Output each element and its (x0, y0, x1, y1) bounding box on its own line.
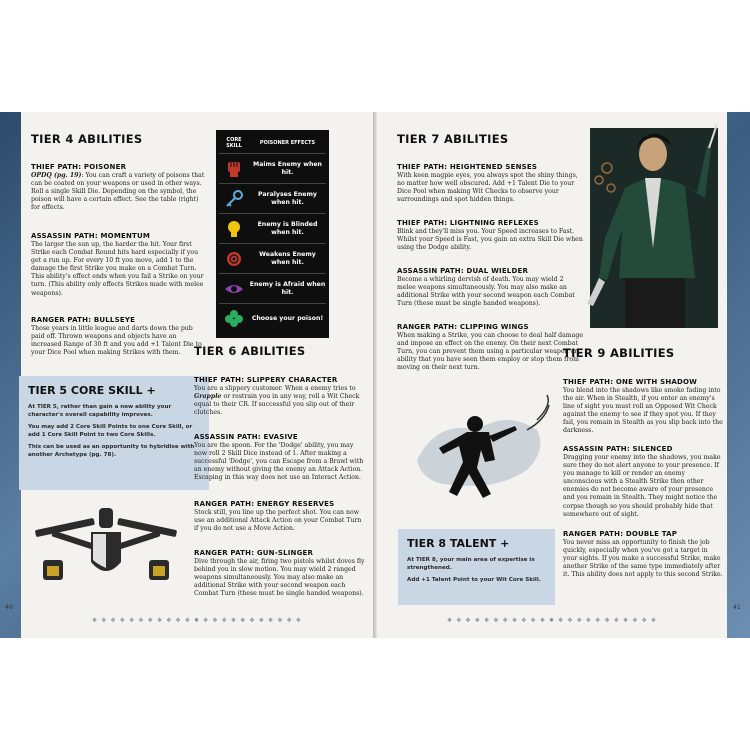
tier9-thief-block (563, 378, 723, 436)
tier4-thief-ref: OPDQ (pg. 19) (31, 172, 82, 179)
tier4-assassin-text: The larger the sun up, the harder the hit. Your first Strike each Combat Round hits hard especially if you get a run up. For every 10 ft you move, add 1 to the damage the first Strike you make on a Combat Turn. This ability's effect ends when you fail a Strike on your turn. (This ability only effects Strikes made with melee weapons). (31, 241, 204, 297)
poison-effect-text: Maims Enemy when hit. (253, 161, 322, 176)
poison-effect-text: Choose your poison! (251, 314, 324, 322)
footer-ornament-left: ❖ ❖ ❖ ❖ ❖ ❖ ❖ ❖ ❖ ❖ ❖ ✸ ❖ ❖ ❖ ❖ ❖ ❖ ❖ ❖ ❖ ❖ ❖ (91, 616, 303, 624)
tier5-box (19, 376, 209, 490)
poison-effect-text: Paralyses Enemy when hit. (258, 191, 317, 206)
lightbulb-icon (221, 216, 247, 242)
tier5-p2: You may add 2 Core Skill Points to one Core Skill, or add 1 Core Skill Point to two Core Skills. (28, 424, 193, 438)
poison-effect-text: Enemy is Blinded when hit. (257, 221, 318, 236)
tier7-thief-text: With keen magpie eyes, you always spot the shiny things, no matter how well obscured. Add +1 Talent Die to your Dice Pool when making Wit Checks to observe your surroundings and spot hidden things. (397, 172, 578, 204)
tier4-assassin-block (31, 232, 207, 298)
tier6-heading: TIER 6 ABILITIES (194, 344, 306, 358)
tier5-title: TIER 5 CORE SKILL + (28, 384, 156, 397)
tier7-ranger-block (397, 323, 583, 372)
tier9-ranger-text: You never miss an opportunity to finish the job quickly, especially when you've got a target in your sights. If you make a successful Strike, make another Strike of the same type immediately after it. This ability does not apply to this second Strike. (563, 539, 723, 579)
left-page (5, 112, 373, 638)
tier7-assassin-title: ASSASSIN PATH: DUAL WIELDER (397, 267, 529, 275)
tier9-assassin-block (563, 445, 723, 519)
poisoner-table (216, 130, 329, 338)
tier4-thief-block (31, 163, 207, 212)
table-row (219, 273, 326, 303)
tier6-thief-text1: You are a slippery customer. When a enemy tries to (194, 385, 356, 392)
crest-illustration (31, 498, 181, 594)
rose-icon (221, 246, 247, 272)
tier9-ranger-title: RANGER PATH: DOUBLE TAP (563, 530, 678, 538)
tier6-ranger1-title: RANGER PATH: ENERGY RESERVES (194, 500, 335, 508)
thief-silhouette-illustration (397, 390, 557, 508)
tier6-ranger1-text: Stock still, you line up the perfect shot. You can now use an additional Attack Action on your Combat Turn if you do not use a Move Action. (194, 509, 362, 533)
tier9-thief-text: You blend into the shadows like smoke fading into the air. When in Stealth, if you enter an enemy's line of sight you must roll an Opposed Wit Check against the enemy to see if they spot you. If they fail, you remain in Stealth as you slip back into the darkness. (563, 387, 723, 435)
tier6-assassin-text: You are the spoon. For the 'Dodge' ability, you may now roll 2 Skill Dice instead of 1. After making a successful 'Dodge', you can Escape from a Brawl with an enemy without giving the enemy an Attack Action. Escaping in this way does not use an Interact Action. (194, 442, 364, 482)
key-icon (221, 186, 247, 212)
tier9-assassin-title: ASSASSIN PATH: SILENCED (563, 445, 673, 453)
page-number-left: 40 (5, 604, 13, 611)
thief-character-illustration (585, 128, 725, 328)
table-col-core-skill: CORE SKILL (226, 137, 242, 149)
tier7-ranger-title: RANGER PATH: CLIPPING WINGS (397, 323, 529, 331)
clover-icon (221, 306, 247, 332)
right-page (377, 112, 741, 638)
poison-effect-text: Weakens Enemy when hit. (259, 251, 316, 266)
table-col-poisoner-effects: POISONER EFFECTS (259, 140, 316, 146)
footer-ornament-right: ❖ ❖ ❖ ❖ ❖ ❖ ❖ ❖ ❖ ❖ ❖ ✸ ❖ ❖ ❖ ❖ ❖ ❖ ❖ ❖ ❖ ❖ ❖ (446, 616, 658, 624)
tier8-p1: At TIER 8, your main area of expertise is strengthened. (407, 557, 535, 571)
poisoner-table-header (219, 133, 326, 153)
tier6-thief-grapple: Grapple (194, 393, 222, 401)
tier7-assassin-block (397, 267, 583, 308)
tier9-heading: TIER 9 ABILITIES (563, 346, 675, 360)
tier7-thief2-title: THIEF PATH: LIGHTNING REFLEXES (397, 219, 539, 227)
table-row (219, 153, 326, 183)
tier7-thief-block (397, 163, 583, 204)
tier7-ranger-text: When making a Strike, you can choose to deal half damage and impose an effect on the enemy. On their next Combat Turn, you can prevent them using a particular weapon or ability that you have seen them employ or stop them from moving on their next turn. (397, 332, 583, 372)
table-row (219, 303, 326, 333)
tier6-ranger1-block (194, 500, 366, 533)
tier9-ranger-block (563, 530, 723, 579)
tier9-thief-title: THIEF PATH: ONE WITH SHADOW (563, 378, 698, 386)
tier5-p3: This can be used as an opportunity to hybridise with another Archetype (pg. 78). (28, 444, 195, 458)
tier8-box (398, 529, 555, 605)
tier6-ranger2-text: Dive through the air, firing two pistols whilst doves fly behind you in slow motion. You may wield 2 ranged weapons simultaneously. You may also make an additional Strike with your second weapon each Combat Turn (these must be single handed weapons). (194, 558, 365, 598)
tier7-thief2-text: Blink and they'll miss you. Your Speed increases to Fast. Whilst your Speed is Fast, you gain an extra Skill Die when using the Dodge ability. (397, 228, 583, 252)
tier9-assassin-text: Dragging your enemy into the shadows, you make sure they do not alert anyone to your presence. If you manage to kill or render an enemy unconscious with a Stealth Strike then other enemies do not become aware of your presence and you remain in Stealth. They might notice the corpse though so you should probably hide that somewhere out of sight. (563, 454, 721, 518)
tier4-thief-text: : You can craft a variety of poisons that can be coated on your weapons or used in other ways. Roll a single Skill Die. Depending on the symbol, the poison will have a certain effect. See the table (right) for effects. (31, 172, 205, 212)
tier7-assassin-text: Become a whirling dervish of death. You may wield 2 melee weapons simultaneously. You may also make an additional Strike with your second weapon each Combat Turn (these must be single handed weapons). (397, 276, 575, 308)
tier6-thief-block (194, 376, 366, 417)
tier7-thief2-block (397, 219, 583, 252)
tier4-ranger-title: RANGER PATH: BULLSEYE (31, 316, 136, 324)
tier8-p2: Add +1 Talent Point to your Wit Core Skill. (407, 577, 541, 584)
tier4-assassin-title: ASSASSIN PATH: MOMENTUM (31, 232, 151, 240)
tier4-thief-title: THIEF PATH: POISONER (31, 163, 127, 171)
tier8-title: TIER 8 TALENT + (407, 537, 510, 550)
table-row (219, 243, 326, 273)
tier6-assassin-block (194, 433, 366, 482)
poison-effect-text: Enemy is Afraid when hit. (249, 281, 326, 296)
table-row (219, 213, 326, 243)
tier6-ranger2-title: RANGER PATH: GUN-SLINGER (194, 549, 314, 557)
tier7-heading: TIER 7 ABILITIES (397, 132, 509, 146)
tier4-heading: TIER 4 ABILITIES (31, 132, 143, 146)
tier6-assassin-title: ASSASSIN PATH: EVASIVE (194, 433, 298, 441)
tier6-thief-text2: or restrain you in any way, roll a Wit Check equal to their CR. If successful you slip out of their clutches. (194, 393, 360, 417)
tier6-thief-title: THIEF PATH: SLIPPERY CHARACTER (194, 376, 338, 384)
fist-icon (221, 156, 247, 182)
tier6-ranger2-block (194, 549, 366, 598)
tier4-ranger-text: Those years in little league and darts down the pub paid off. Thrown weapons and objects have an increased Range of 30 ft and you add +1 Talent Die to your Dice Pool when making Strikes with them. (31, 325, 202, 357)
tier7-thief-title: THIEF PATH: HEIGHTENED SENSES (397, 163, 538, 171)
eye-icon (221, 276, 247, 302)
page-number-right: 41 (733, 604, 741, 611)
tier4-ranger-block (31, 316, 207, 357)
tier5-p1: At TIER 5, rather than gain a new ability your character's overall capability improves. (28, 404, 172, 418)
table-row (219, 183, 326, 213)
